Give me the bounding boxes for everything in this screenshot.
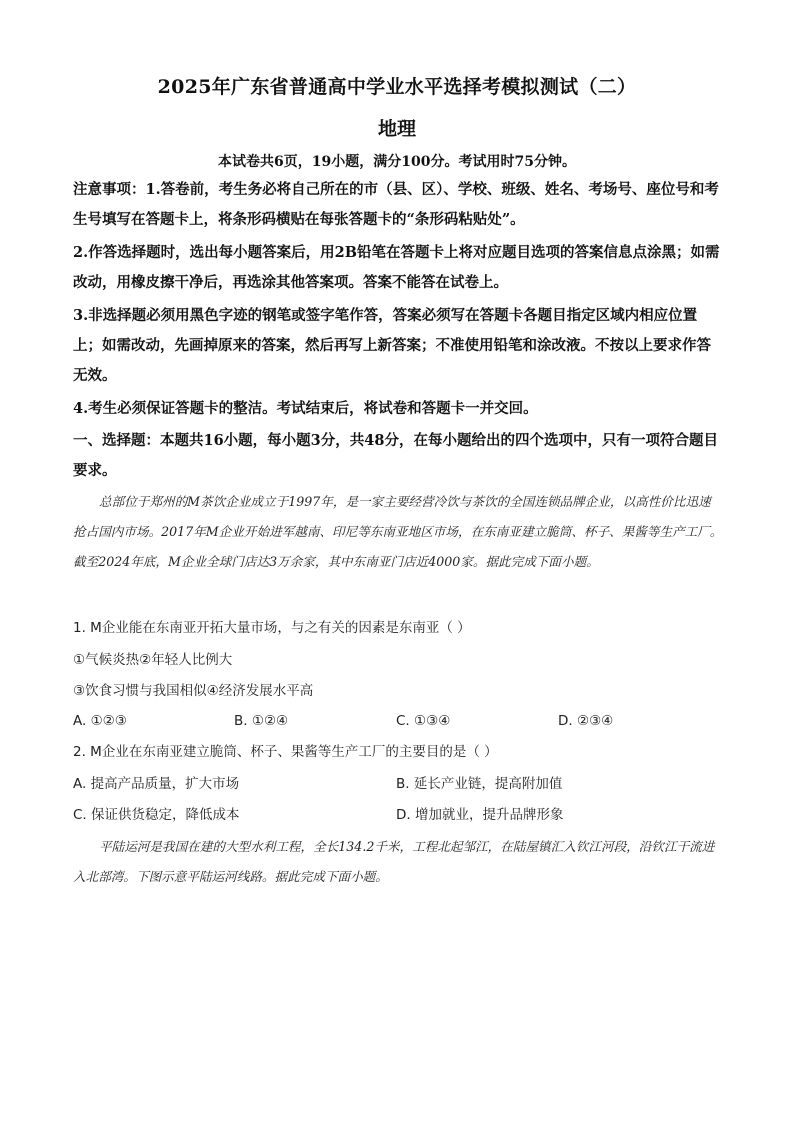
exam-title: 2025年广东省普通高中学业水平选择考模拟测试（二） (157, 76, 637, 98)
exam-meta: 本试卷共6页，19小题，满分100分。考试用时75分钟。 (218, 154, 576, 170)
question-2-stem: 2. M企业在东南亚建立脆筒、杯子、果酱等生产工厂的主要目的是（ ） (73, 744, 498, 760)
notice-1: 注意事项：1.答卷前，考生务必将自己所在的市（县、区）、学校、班级、姓名、考场号、座位号和考生号填写在答题卡上，将条形码横贴在每张答题卡的“条形码粘贴处”。 (73, 181, 719, 228)
question-1-option-a[interactable]: A. ①②③ (73, 713, 127, 729)
question-1-option-b[interactable]: B. ①②④ (234, 713, 289, 729)
notice-4: 4.考生必须保证答题卡的整洁。考试结束后，将试卷和答题卡一并交回。 (73, 400, 538, 417)
section-heading: 一、选择题：本题共16小题，每小题3分，共48分，在每小题给出的四个选项中，只有一项符合题目要求。 (73, 432, 718, 479)
passage-2: 平陆运河是我国在建的大型水利工程，全长134.2千米，工程北起邹江，在陆屋镇汇入钦江河段，沿钦江干流进入北部湾。下图示意平陆运河线路。据此完成下面小题。 (73, 839, 715, 884)
question-1-stem: 1. M企业能在东南亚开拓大量市场，与之有关的因素是东南亚（ ） (73, 620, 471, 636)
question-1-option-d[interactable]: D. ②③④ (558, 713, 614, 729)
notice-2: 2.作答选择题时，选出每小题答案后，用2B铅笔在答题卡上将对应题目选项的答案信息点涂黑；如需改动，用橡皮擦干净后，再选涂其他答案项。答案不能答在试卷上。 (73, 244, 720, 291)
question-1-line-1: ①气候炎热②年轻人比例大 (73, 652, 233, 668)
passage-1: 总部位于郑州的M茶饮企业成立于1997年，是一家主要经营冷饮与茶饮的全国连锁品牌企业，以高性价比迅速抢占国内市场。2017年M企业开始进军越南、印尼等东南亚地区市场，在东南亚建立脆筒、杯子、果酱等生产工厂。截至2024年底，M企业全球门店达3万余家，其中东南亚门店近4000家。据此完成下面小题。 (73, 494, 723, 569)
question-1-option-c[interactable]: C. ①③④ (396, 713, 451, 729)
question-1-line-2: ③饮食习惯与我国相似④经济发展水平高 (73, 683, 314, 699)
notice-3: 3.非选择题必须用黑色字迹的钢笔或签字笔作答，答案必须写在答题卡各题目指定区域内相应位置上；如需改动，先画掉原来的答案，然后再写上新答案；不准使用铅笔和涂改液。不按以上要求作答无效。 (73, 307, 711, 384)
question-2-option-d[interactable]: D. 增加就业，提升品牌形象 (396, 807, 564, 823)
question-2-option-b[interactable]: B. 延长产业链，提高附加值 (396, 776, 563, 792)
question-2-option-a[interactable]: A. 提高产品质量，扩大市场 (73, 776, 240, 792)
subject-title: 地理 (377, 118, 416, 140)
question-2-option-c[interactable]: C. 保证供货稳定，降低成本 (73, 807, 240, 823)
